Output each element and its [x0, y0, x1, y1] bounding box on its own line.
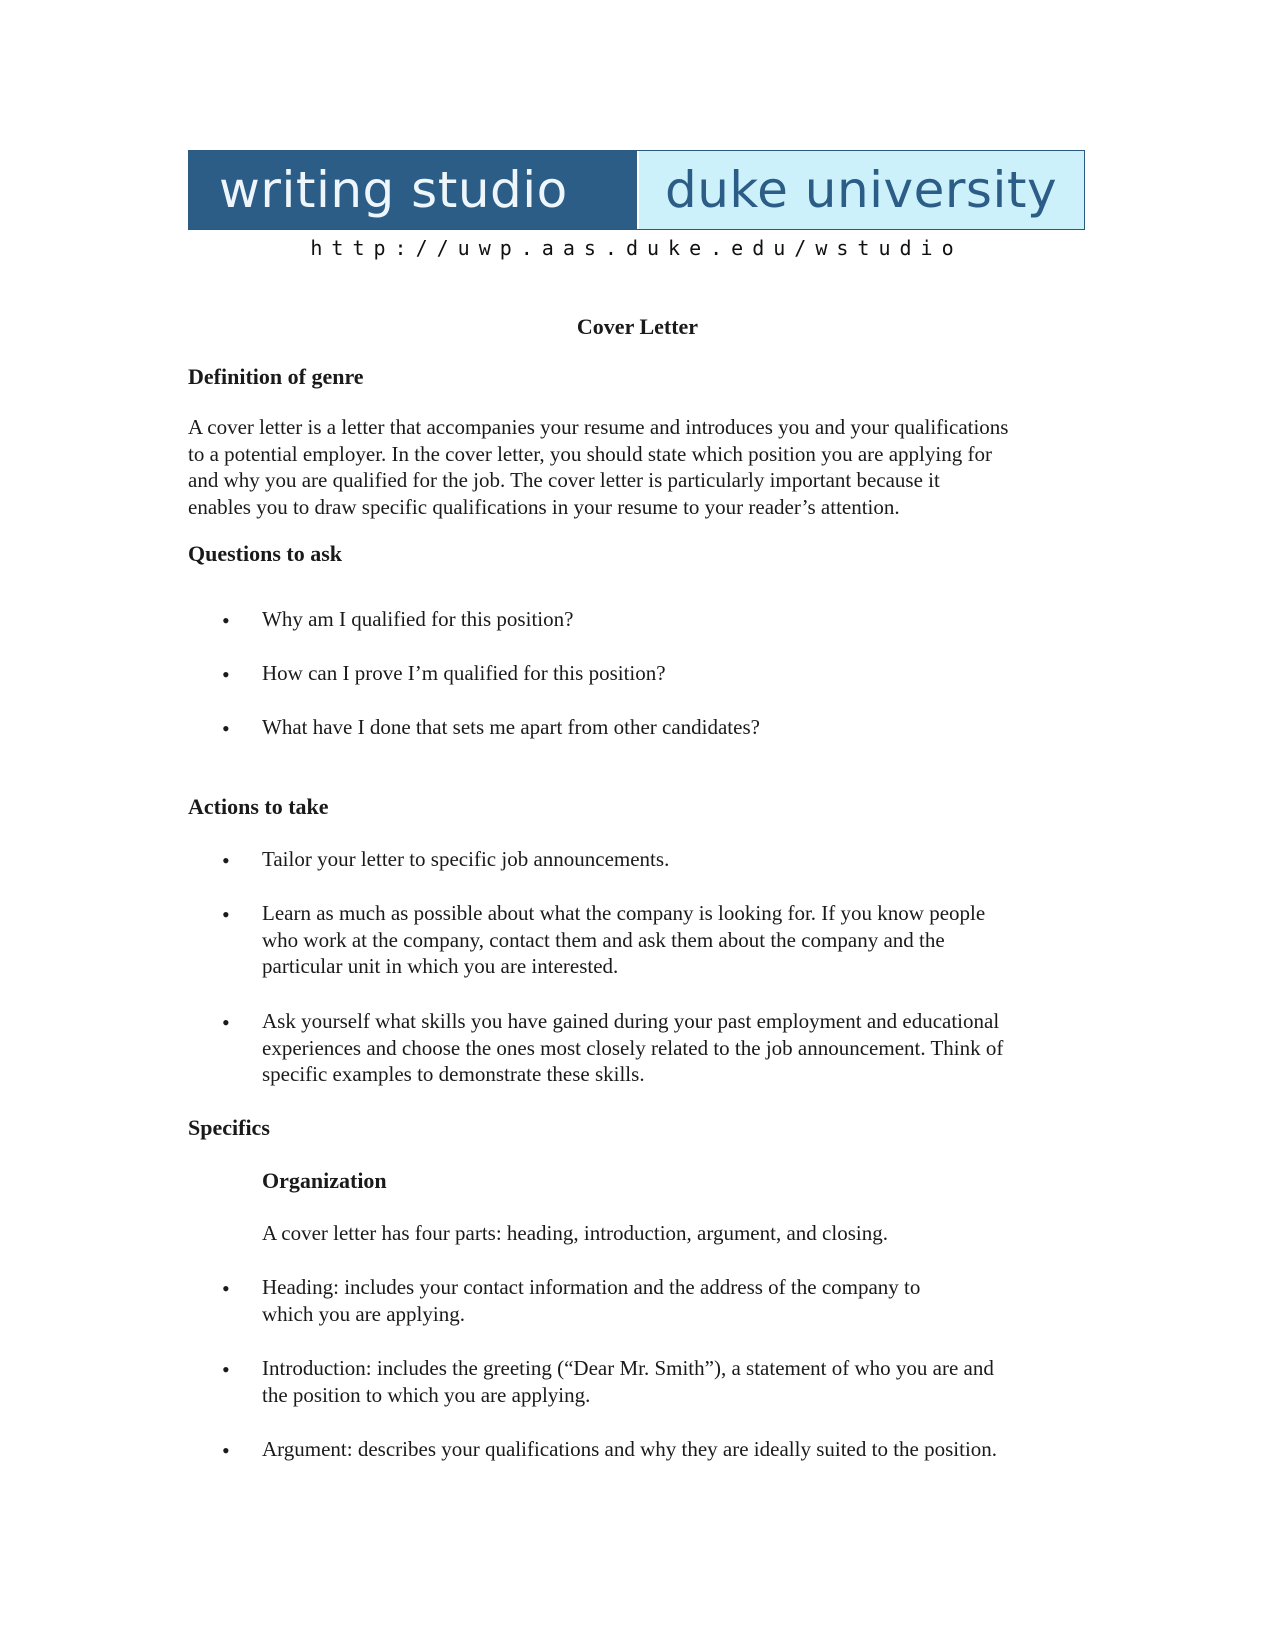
- definition-line: to a potential employer. In the cover letter, you should state which position you are applying for: [188, 441, 992, 466]
- banner-right-label: duke university: [637, 151, 1084, 229]
- definition-line: A cover letter is a letter that accompanies your resume and introduces you and your qualifications: [188, 415, 1009, 439]
- definition-line: enables you to draw specific qualifications in your resume to your reader’s attention.: [188, 494, 900, 519]
- studio-url[interactable]: http://uwp.aas.duke.edu/wstudio: [310, 236, 963, 260]
- bullet-icon: •: [222, 1438, 230, 1463]
- action-item: [262, 1008, 1003, 1088]
- subheading-organization: Organization: [262, 1168, 387, 1193]
- document-title: Cover Letter: [576, 314, 699, 339]
- writing-studio-banner: [188, 150, 1085, 230]
- part-item-argument: Argument: describes your qualifications and why they are ideally suited to the position.: [262, 1437, 998, 1461]
- definition-paragraph: [188, 414, 1093, 520]
- part-item-line: Introduction: includes the greeting (“Dear Mr. Smith”), a statement of who you are and: [262, 1356, 994, 1380]
- part-item-line: Heading: includes your contact information and the address of the company to: [262, 1275, 921, 1299]
- action-item-line: Learn as much as possible about what the company is looking for. If you know people: [262, 901, 986, 925]
- bullet-icon: •: [222, 902, 230, 927]
- part-item-introduction: [262, 1355, 994, 1408]
- definition-line: and why you are qualified for the job. The cover letter is particularly important because it: [188, 468, 940, 492]
- action-item: Tailor your letter to specific job announcements.: [262, 847, 670, 871]
- part-item-heading: [262, 1274, 920, 1327]
- action-item-line: who work at the company, contact them and ask them about the company and the: [262, 927, 945, 952]
- action-item-line: particular unit in which you are interested.: [262, 954, 619, 978]
- bullet-icon: •: [222, 662, 230, 687]
- bullet-icon: •: [222, 1010, 230, 1035]
- action-item: [262, 900, 985, 980]
- heading-specifics: Specifics: [188, 1115, 270, 1140]
- part-item-line: the position to which you are applying.: [262, 1382, 591, 1407]
- bullet-icon: •: [222, 608, 230, 633]
- bullet-icon: •: [222, 1357, 230, 1382]
- heading-definition: Definition of genre: [188, 364, 364, 389]
- action-item-line: Ask yourself what skills you have gained during your past employment and educational: [262, 1009, 1000, 1033]
- banner-left-label: writing studio: [189, 151, 637, 229]
- bullet-icon: •: [222, 848, 230, 873]
- organization-intro: A cover letter has four parts: heading, introduction, argument, and closing.: [262, 1221, 888, 1245]
- bullet-icon: •: [222, 716, 230, 741]
- part-item-line: which you are applying.: [262, 1301, 465, 1326]
- heading-questions: Questions to ask: [188, 541, 343, 566]
- bullet-icon: •: [222, 1276, 230, 1301]
- action-item-line: specific examples to demonstrate these skills.: [262, 1062, 645, 1086]
- question-item: What have I done that sets me apart from other candidates?: [262, 715, 760, 739]
- question-item: Why am I qualified for this position?: [262, 607, 574, 631]
- question-item: How can I prove I’m qualified for this position?: [262, 661, 666, 685]
- action-item-line: experiences and choose the ones most closely related to the job announcement. Think of: [262, 1035, 1004, 1060]
- heading-actions: Actions to take: [188, 794, 329, 819]
